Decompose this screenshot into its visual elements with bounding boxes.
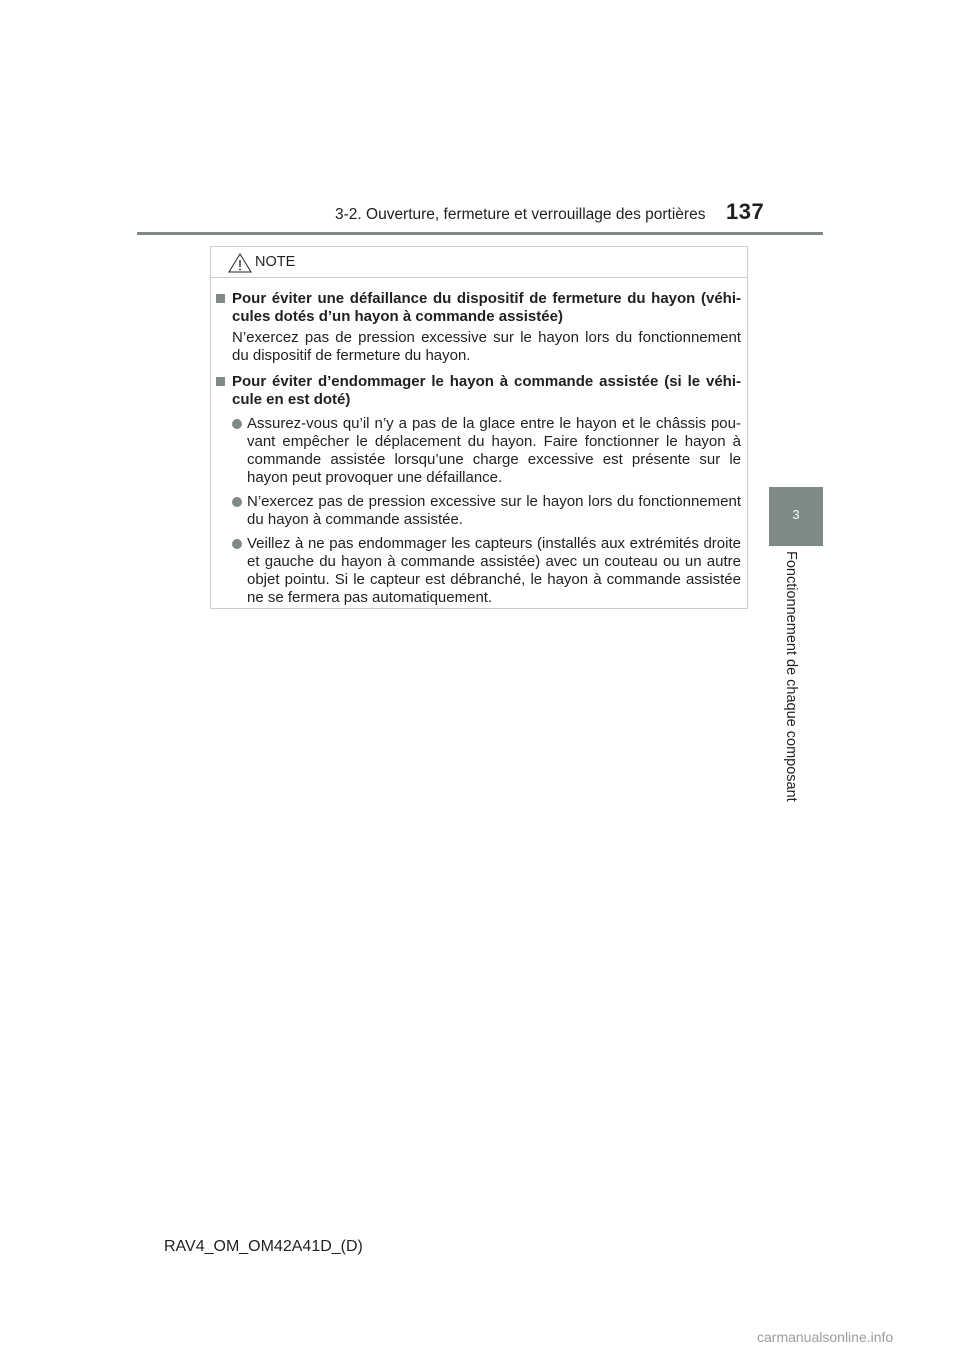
- heading-text: Pour éviter une défaillance du dispositif de fermeture du hayon (véhi-cules dotés d’un hayon à commande assistée): [232, 290, 741, 325]
- chapter-tab: [769, 487, 823, 546]
- page-number: 137: [726, 199, 765, 224]
- circle-bullet-icon: [232, 539, 242, 549]
- section-heading: [216, 290, 741, 326]
- list-item-text: Assurez-vous qu’il n’y a pas de la glace entre le hayon et le châssis pou-vant empêcher le déplacement du hayon. Faire fonctionner le hayon à commande assistée lorsqu’une charge excessive est présente sur le hayon peut provoquer une défaillance.: [247, 415, 741, 486]
- list-item: [216, 493, 741, 529]
- chapter-number: 3: [792, 507, 800, 522]
- section-paragraph: N’exercez pas de pression excessive sur le hayon lors du fonctionnement du dispositif de fermeture du hayon.: [232, 329, 741, 364]
- section-heading: [216, 373, 741, 409]
- list-item: [216, 535, 741, 607]
- note-box: [210, 246, 748, 609]
- note-label: NOTE: [255, 254, 296, 270]
- section-title: 3-2. Ouverture, fermeture et verrouillage des portières: [335, 206, 706, 223]
- circle-bullet-icon: [232, 497, 242, 507]
- square-bullet-icon: [216, 377, 225, 386]
- list-item-text: Veillez à ne pas endommager les capteurs (installés aux extrémités droite et gauche du hayon à commande assistée) avec un couteau ou un autre objet pointu. Si le capteur est débranché, le hayon à commande assistée ne se fermera pas automatiquement.: [247, 535, 741, 606]
- list-item: [216, 415, 741, 487]
- heading-text: Pour éviter d’endommager le hayon à commande assistée (si le véhi-cule en est doté): [232, 373, 741, 408]
- note-body: [211, 278, 747, 607]
- warning-icon: [228, 253, 252, 278]
- header-divider: [137, 232, 823, 235]
- chapter-title: Fonctionnement de chaque composant: [783, 551, 799, 802]
- document-code: RAV4_OM_OM42A41D_(D): [164, 1238, 363, 1255]
- list-item-text: N’exercez pas de pression excessive sur le hayon lors du fonctionnement du hayon à commande assistée.: [247, 493, 741, 528]
- circle-bullet-icon: [232, 419, 242, 429]
- watermark[interactable]: carmanualsonline.info: [757, 1329, 894, 1345]
- note-header: [211, 247, 747, 278]
- square-bullet-icon: [216, 294, 225, 303]
